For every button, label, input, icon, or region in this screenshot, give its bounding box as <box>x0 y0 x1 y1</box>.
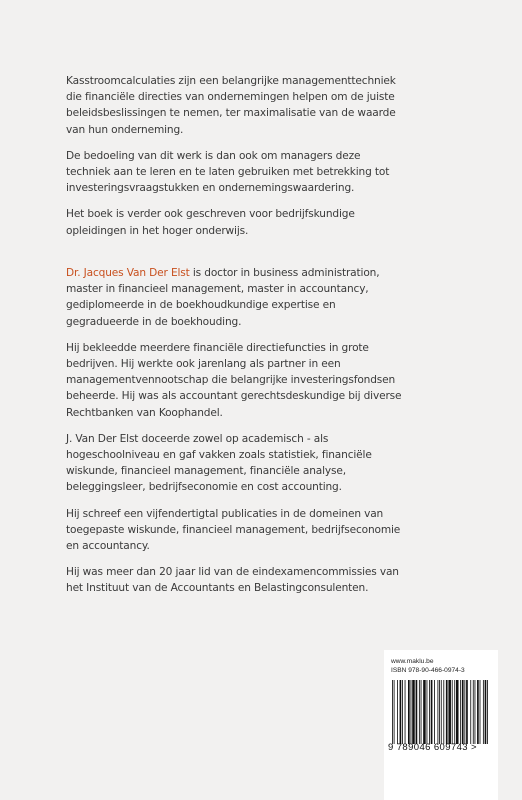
barcode-bar <box>405 680 406 744</box>
author-bio-paragraph: Hij was meer dan 20 jaar lid van de eindexamencommissies van het Instituut van de Accountants en Belastingconsulenten. <box>66 566 399 595</box>
barcode-bar <box>485 680 487 744</box>
barcode-bar <box>487 680 488 744</box>
blurb-paragraph: Kasstroomcalculaties zijn een belangrijke managementtechniek die financiële directies van ondernemingen helpen om de juiste beleidsbeslissingen te nemen, ter maximalisatie van de waarde van hun onderneming. <box>66 75 396 136</box>
barcode-bar <box>480 680 481 744</box>
barcode-bar <box>466 680 468 744</box>
barcode-bar <box>470 680 471 744</box>
barcode-bar <box>431 680 433 744</box>
author-bio-paragraph <box>66 265 476 330</box>
barcode-bar <box>416 680 418 744</box>
author-bio <box>66 265 476 607</box>
barcode-bar <box>412 680 415 744</box>
barcode-bar <box>443 680 444 744</box>
barcode-panel <box>384 650 498 800</box>
barcode-bar <box>475 680 476 744</box>
barcode-bar <box>429 680 430 744</box>
barcode-bar <box>419 680 420 744</box>
barcode-bar <box>411 680 412 744</box>
barcode-bar <box>392 680 393 744</box>
barcode-bar <box>434 680 435 744</box>
barcode-bar <box>460 680 461 744</box>
barcode-bar <box>427 680 428 744</box>
author-bio-paragraph: Hij schreef een vijfendertigtal publicaties in de domeinen van toegepaste wiskunde, financieel management, bedrijfseconomie en accountancy. <box>66 507 401 553</box>
barcode-bar <box>400 680 402 744</box>
barcode-bar <box>421 680 422 744</box>
barcode-digits: 9 789046 609743 > <box>388 742 477 753</box>
barcode-bar <box>454 680 455 744</box>
barcode-bar <box>439 680 440 744</box>
author-name: Dr. Jacques Van Der Elst <box>66 267 190 279</box>
barcode-bar <box>446 680 448 744</box>
author-bio-paragraph: Hij bekleedde meerdere financiële directiefuncties in grote bedrijven. Hij werkte ook jarenlang als partner in een managementvennootschap die belangrijke investeringsfondsen beheerde. Hij was als accountant gerechtsdeskundige bij diverse Rechtbanken van Koophandel. <box>66 341 402 419</box>
barcode-bar <box>464 680 465 744</box>
isbn-text: ISBN 978-90-466-0974-3 <box>391 667 465 674</box>
publisher-url: www.maklu.be <box>391 658 434 665</box>
barcode-image <box>392 680 488 744</box>
barcode-bar <box>462 680 464 744</box>
barcode-bar <box>483 680 484 744</box>
blurb-text <box>66 73 476 249</box>
author-bio-text: is doctor in business administration, master in financieel management, master in accountancy, gediplomeerde in de boekhoudkundige expertise en gegradueerde in de boekhouding. <box>66 267 380 328</box>
barcode-bar <box>473 680 474 744</box>
barcode-bar <box>394 680 395 744</box>
barcode-bar <box>452 680 453 744</box>
barcode-bar <box>408 680 410 744</box>
author-bio-paragraph: J. Van Der Elst doceerde zowel op academisch - als hogeschoolniveau en gaf vakken zoals statistiek, financiële wiskunde, financieel management, financiële analyse, beleggingsleer, bedrijfseconomie en cost accounting. <box>66 432 372 494</box>
barcode-bar <box>437 680 438 744</box>
barcode-bar <box>423 680 426 744</box>
barcode-bar <box>441 680 442 744</box>
barcode-bar <box>402 680 403 744</box>
barcode-bar <box>397 680 398 744</box>
barcode-bar <box>448 680 451 744</box>
barcode-bar <box>456 680 459 744</box>
blurb-paragraph: Het boek is verder ook geschreven voor bedrijfskundige opleidingen in het hoger onderwijs. <box>66 208 355 237</box>
blurb-paragraph: De bedoeling van dit werk is dan ook om managers deze techniek aan te leren en te laten gebruiken met betrekking tot investeringsvraagstukken en ondernemingswaardering. <box>66 149 390 195</box>
barcode-bar <box>477 680 479 744</box>
